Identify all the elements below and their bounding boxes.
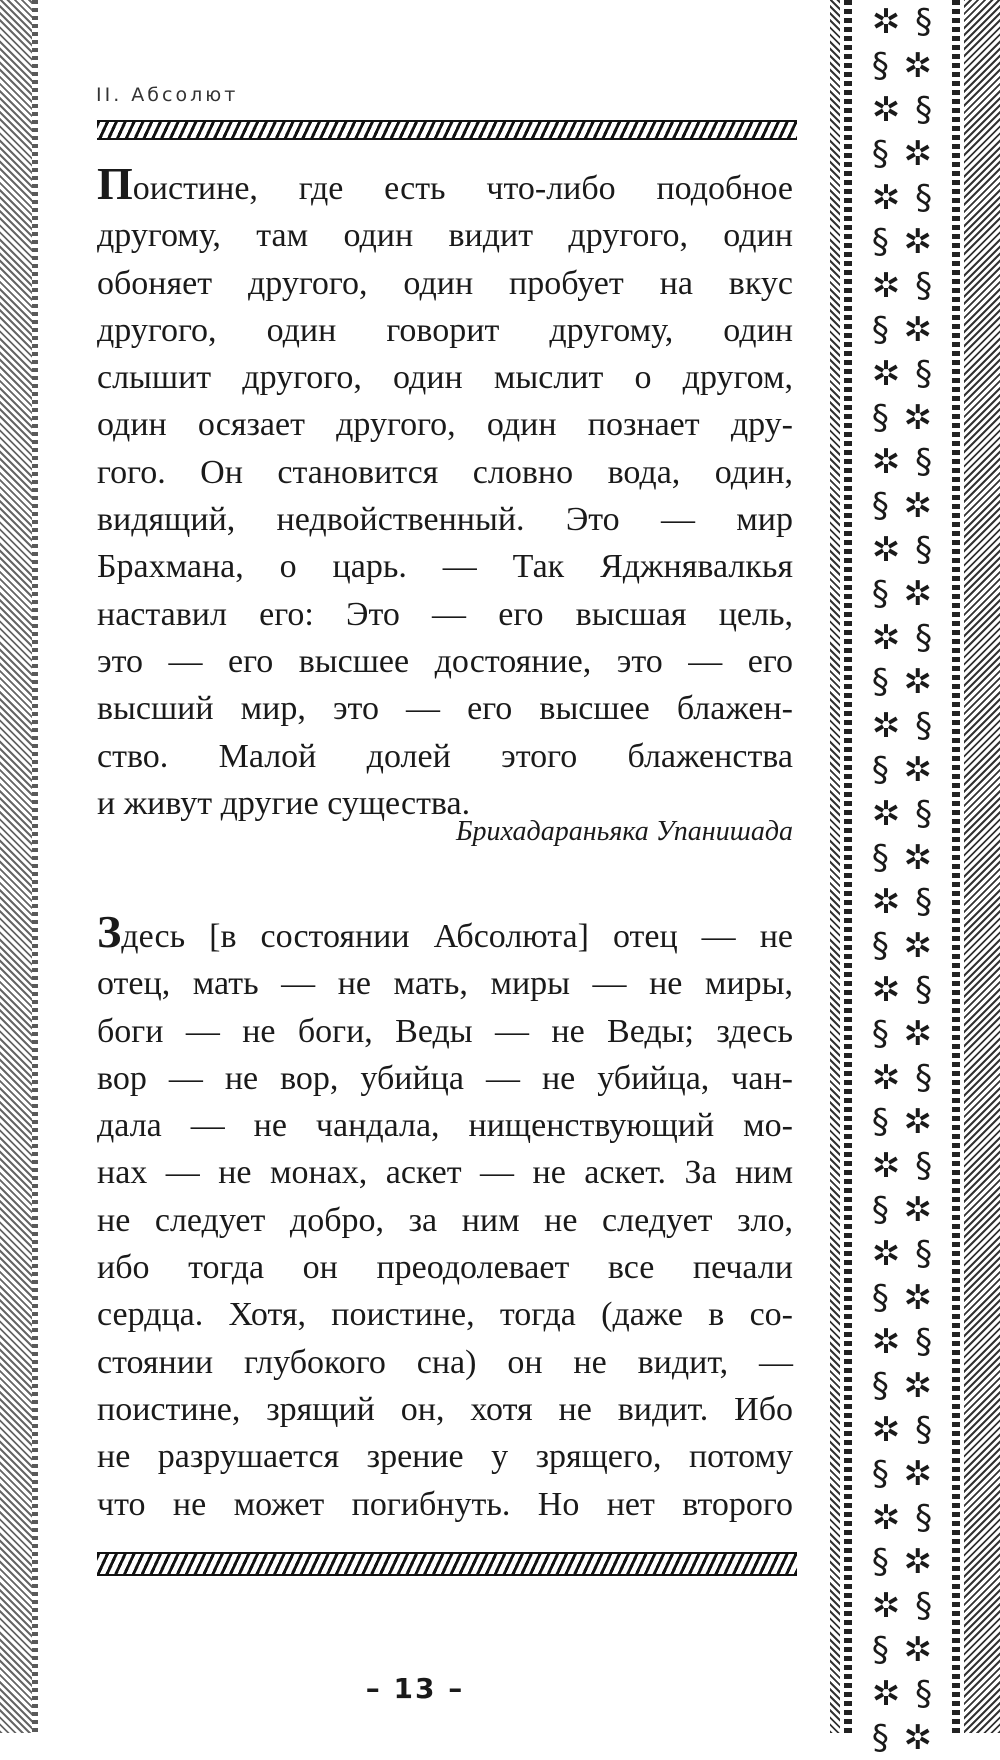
text-line: отец, мать — не мать, миры — не миры,	[97, 965, 793, 1003]
text-line: не разрушается зрение у зрящего, потому	[97, 1438, 793, 1476]
text-line: и живут другие существа.	[97, 784, 471, 822]
text-line: видящий, недвойственный. Это — мир	[97, 501, 793, 539]
text-line: нах — не монах, аскет — не аскет. За ним	[97, 1154, 793, 1192]
text-line: поистине, зрящий он, хотя не видит. Ибо	[97, 1390, 793, 1428]
text-line: дала — не чандала, нищенствующий мо-	[97, 1107, 793, 1145]
top-decorative-rule	[97, 120, 797, 140]
text-line: ибо тогда он преодолевает все печали	[97, 1249, 793, 1287]
running-head: II. Абсолют	[96, 84, 239, 106]
border-edge	[830, 0, 840, 1733]
border-bead-strip	[952, 0, 960, 1733]
floral-ornament-column: ✲ § § ✲ ✲ § § ✲ ✲ § § ✲ ✲ § § ✲ ✲ § § ✲ ✲ § § ✲ ✲ § § ✲ ✲ § § ✲ ✲ § § ✲ ✲ § § ✲ ✲ § § ✲ ✲ § § ✲ ✲ § § ✲ ✲ § § ✲ ✲ § § ✲ ✲ § § ✲ ✲ § § ✲ ✲ § § ✲ ✲ § § ✲ ✲ § § ✲	[871, 2, 935, 1758]
text-line: это — его высшее достояние, это — его	[97, 642, 793, 680]
text-line: обоняет другого, один пробует на вкус	[97, 264, 793, 302]
text-line: слышит другого, один мыслит о другом,	[97, 359, 793, 397]
text-line: гого. Он становится словно вода, один,	[97, 453, 793, 491]
text-line: сердца. Хотя, поистине, тогда (даже в со-	[97, 1296, 793, 1334]
right-ornamental-border	[830, 0, 1000, 1758]
text-line: что не может погибнуть. Но нет второго	[97, 1485, 793, 1523]
text-line: другому, там один видит другого, один	[97, 217, 793, 255]
text-line: не следует добро, за ним не следует зло,	[97, 1201, 793, 1239]
text-line: высший мир, это — его высшее блажен-	[97, 690, 793, 728]
text-line: Здесь [в состоянии Абсолюта] отец — не	[97, 906, 793, 957]
text-line: наставил его: Это — его высшая цель,	[97, 595, 793, 633]
drop-cap: П	[97, 158, 133, 209]
source-attribution: Брихадараньяка Упанишада	[455, 816, 793, 847]
page-number: – 13 –	[365, 1672, 465, 1705]
left-ornamental-border	[0, 0, 38, 1733]
text-line: стоянии глубокого сна) он не видит, —	[97, 1343, 793, 1381]
bottom-decorative-rule	[97, 1552, 797, 1576]
text-line: ство. Малой долей этого блаженства	[97, 737, 793, 775]
text-line: один осязает другого, один познает дру-	[97, 406, 793, 444]
paragraph-2	[97, 908, 793, 1528]
paragraph-1	[97, 160, 793, 827]
text-line: вор — не вор, убийца — не убийца, чан-	[97, 1059, 793, 1097]
text-line: Поистине, где есть что-либо подобное	[97, 158, 793, 209]
text-line: другого, один говорит другому, один	[97, 311, 793, 349]
border-bead-strip	[844, 0, 852, 1733]
border-edge	[964, 0, 1000, 1733]
text-line: Брахмана, о царь. — Так Яджнявалкья	[97, 548, 793, 586]
drop-cap: З	[97, 906, 122, 957]
text-line: боги — не боги, Веды — не Веды; здесь	[97, 1012, 793, 1050]
